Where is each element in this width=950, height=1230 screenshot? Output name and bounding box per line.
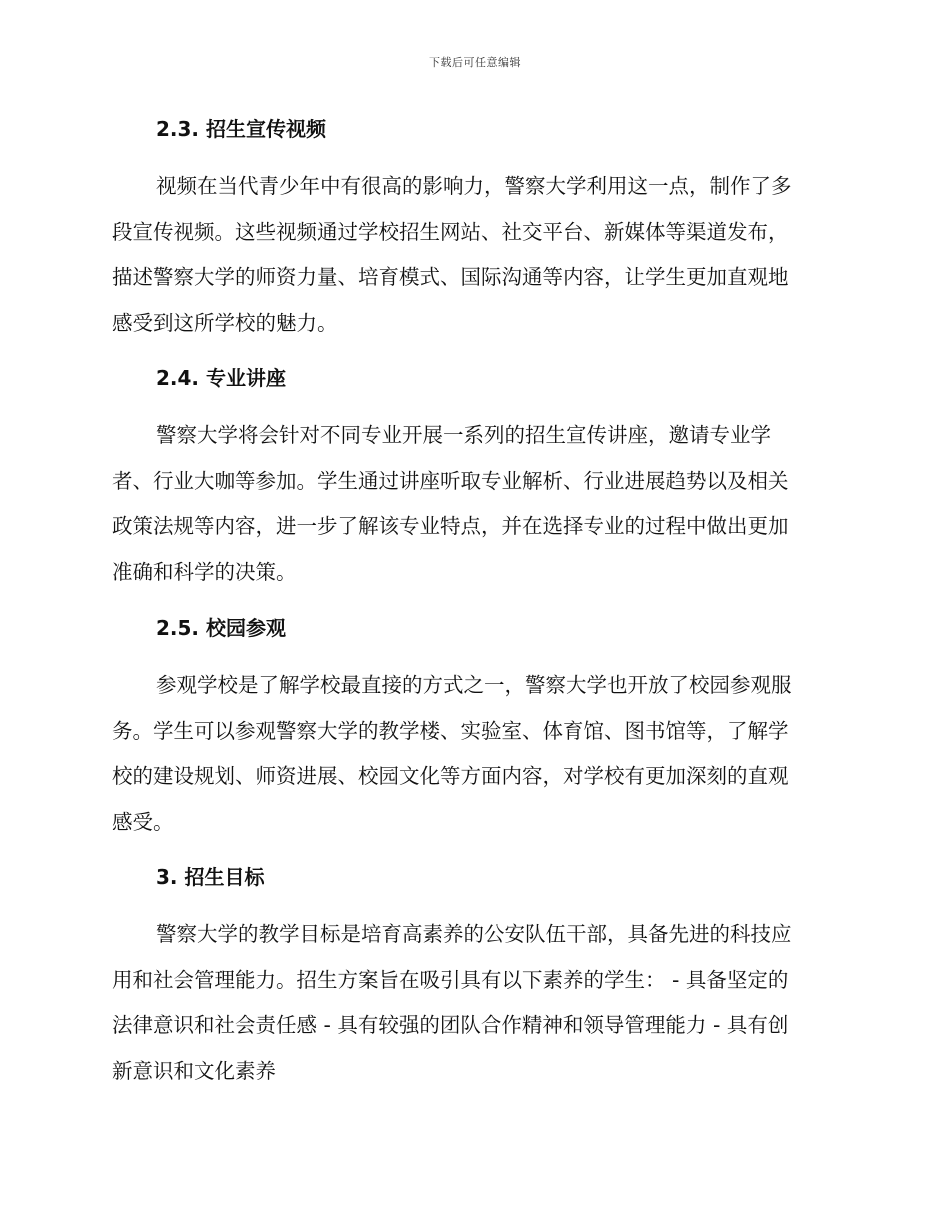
paragraph-line: 校的建设规划、师资进展、校园文化等方面内容，对学校有更加深刻的直观 <box>112 764 789 789</box>
paragraph-line: 警察大学的教学目标是培育高素养的公安队伍干部，具备先进的科技应 <box>156 922 792 946</box>
section-paragraph-2-3 <box>112 164 830 346</box>
paragraph-line: 感受。 <box>112 809 174 834</box>
paragraph-line: 警察大学将会针对不同专业开展一系列的招生宣传讲座，邀请专业学 <box>156 423 771 447</box>
section-heading-3: 3. 招生目标 <box>156 865 265 889</box>
paragraph-line: 新意识和文化素养 <box>112 1058 276 1083</box>
paragraph-line: 法律意识和社会责任感 - 具有较强的团队合作精神和领导管理能力 - 具有创 <box>112 1013 789 1038</box>
paragraph-line: 政策法规等内容，进一步了解该专业特点，并在选择专业的过程中做出更加 <box>112 514 789 539</box>
paragraph-line: 用和社会管理能力。招生方案旨在吸引具有以下素养的学生： - 具备坚定的 <box>112 967 789 992</box>
paragraph-line: 准确和科学的决策。 <box>112 559 297 584</box>
paragraph-line: 段宣传视频。这些视频通过学校招生网站、社交平台、新媒体等渠道发布， <box>112 219 789 244</box>
section-paragraph-2-5 <box>112 663 830 845</box>
paragraph-line: 务。学生可以参观警察大学的教学楼、实验室、体育馆、图书馆等，了解学 <box>112 718 789 743</box>
section-paragraph-2-4 <box>112 413 830 595</box>
paragraph-line: 者、行业大咖等参加。学生通过讲座听取专业解析、行业进展趋势以及相关 <box>112 468 789 493</box>
paragraph-line: 视频在当代青少年中有很高的影响力，警察大学利用这一点，制作了多 <box>156 174 792 198</box>
section-heading-2-3: 2.3. 招生宣传视频 <box>156 117 326 141</box>
section-paragraph-3 <box>112 912 830 1094</box>
section-heading-2-5: 2.5. 校园参观 <box>156 616 286 640</box>
paragraph-line: 描述警察大学的师资力量、培育模式、国际沟通等内容，让学生更加直观地 <box>112 265 789 290</box>
page-header: 下载后可任意编辑 <box>429 56 521 69</box>
paragraph-line: 感受到这所学校的魅力。 <box>112 310 338 335</box>
paragraph-line: 参观学校是了解学校最直接的方式之一，警察大学也开放了校园参观服 <box>156 673 792 697</box>
section-heading-2-4: 2.4. 专业讲座 <box>156 366 286 390</box>
